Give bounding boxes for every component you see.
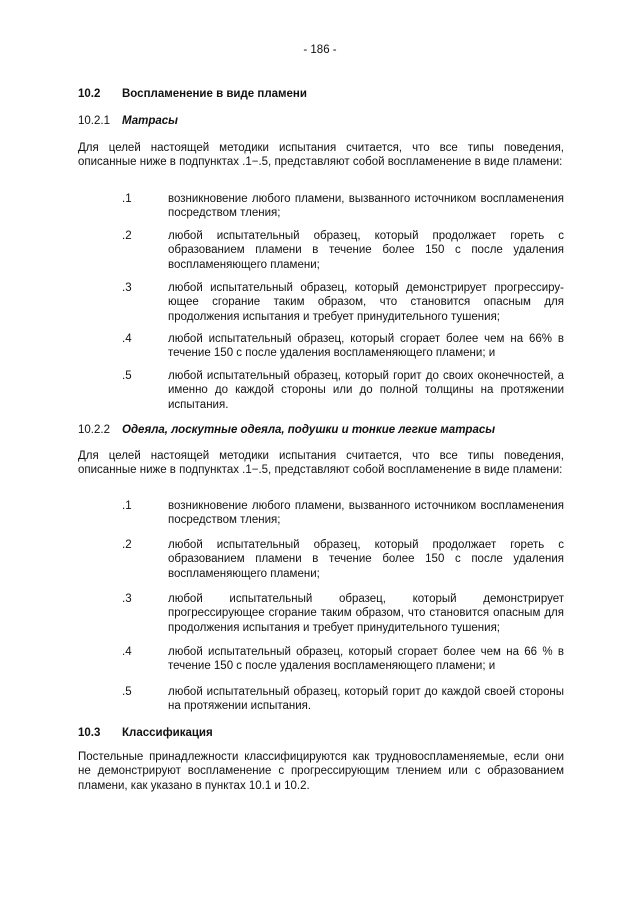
list-item: .5 любой испытательный образец, который горит до каждой своей стороны на протяжении испытания. bbox=[122, 686, 564, 713]
list-item: .2 любой испытательный образец, который продолжает гореть с образованием пламени в течение более 150 с после удаления воспламеняющего пламени; bbox=[122, 539, 564, 580]
subsection-number: 10.2.1 bbox=[78, 115, 110, 127]
list-item: .4 любой испытательный образец, который сгорает более чем на 66 % в течение 150 с после удаления воспламеняющего пламени; и bbox=[122, 646, 564, 673]
section-title: Воспламенение в виде пламени bbox=[122, 88, 307, 100]
list-item: .3 любой испытательный образец, который демонстрирует прогрессирующее сгорание таким образом, что становится опасным для продолжения испытания и требует принудительного тушения; bbox=[122, 593, 564, 634]
section-title: Классификация bbox=[122, 727, 213, 739]
list-item: .1 возникновение любого пламени, вызванного источником воспламенения посредством тления; bbox=[122, 193, 564, 220]
subsection-title: Матрасы bbox=[122, 115, 178, 127]
section-10-2-1-heading bbox=[78, 115, 178, 127]
page-number: - 186 - bbox=[303, 44, 337, 56]
section-10-2-2-heading bbox=[78, 424, 495, 436]
section-10-3-text: Постельные принадлежности классифицируются как трудновоспламеняемые, если они не демонстрируют воспламенение с прогрессирующим тлением или с образованием пламени, как указано в пунктах 10.1 и 10.2. bbox=[78, 751, 564, 792]
section-10-2-2-intro: Для целей настоящей методики испытания считается, что все типы поведения, описанные ниже в подпунктах .1−.5, представляют собой воспламенение в виде пламени: bbox=[78, 450, 564, 477]
list-item: .3 любой испытательный образец, который демонстрирует прогрессирующее сгорание таким образом, что становится опасным для продолжения испытания и требует принудительного тушения; bbox=[122, 282, 564, 323]
section-number: 10.3 bbox=[78, 727, 101, 739]
list-item: .2 любой испытательный образец, который продолжает гореть с образованием пламени в течение более 150 с после удаления воспламеняющего пламени; bbox=[122, 230, 564, 271]
list-item: .4 любой испытательный образец, который сгорает более чем на 66% в течение 150 с после удаления воспламеняющего пламени; и bbox=[122, 333, 564, 360]
list-item: .5 любой испытательный образец, который горит до своих оконечностей, а именно до каждой стороны или до полной толщины на протяжении испытания. bbox=[122, 370, 564, 411]
subsection-title: Одеяла, лоскутные одеяла, подушки и тонкие легкие матрасы bbox=[122, 424, 496, 436]
list-item: .1 возникновение любого пламени, вызванного источником воспламенения посредством тления; bbox=[122, 500, 564, 527]
section-10-2-1-intro: Для целей настоящей методики испытания считается, что все типы поведения, описанные ниже в подпунктах .1−.5, представляют собой воспламенение в виде пламени: bbox=[78, 142, 564, 169]
section-10-2-heading bbox=[78, 88, 307, 100]
section-number: 10.2 bbox=[78, 88, 101, 100]
section-10-3-heading bbox=[78, 727, 213, 739]
subsection-number: 10.2.2 bbox=[78, 424, 110, 436]
